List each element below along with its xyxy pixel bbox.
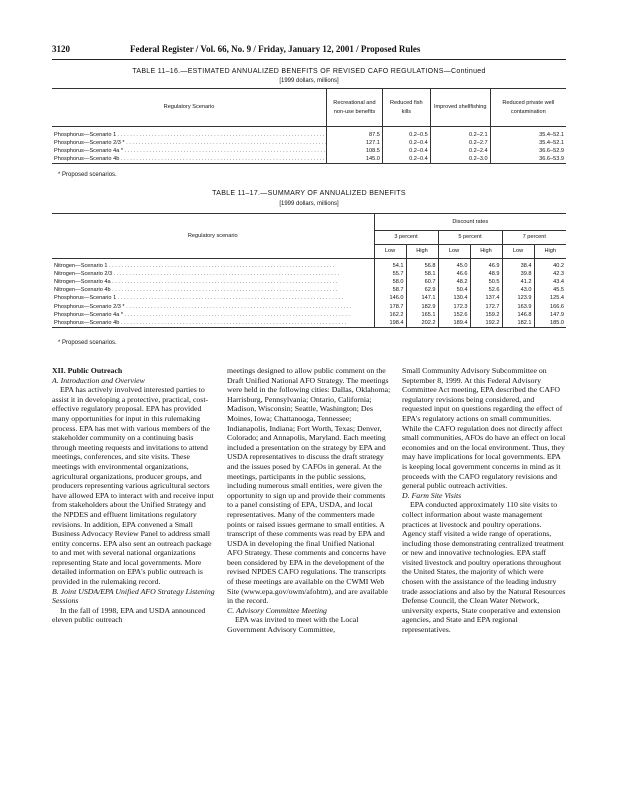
cell: 60.7 bbox=[406, 278, 438, 286]
cell: 145.0 bbox=[327, 155, 383, 164]
row-label: Nitrogen—Scenario 2/3 . . . bbox=[54, 271, 339, 277]
cell: 48.9 bbox=[470, 270, 502, 278]
row-label: Phosphorus—Scenario 4b . . . bbox=[54, 320, 346, 326]
cell: 50.4 bbox=[438, 286, 470, 294]
cell: 45.0 bbox=[438, 262, 470, 270]
table2-caption: TABLE 11–17.—SUMMARY OF ANNUALIZED BENEFITS bbox=[212, 190, 406, 197]
paragraph: EPA conducted approximately 110 site visits to collect information about waste management practices at livestock and poultry operations. Agency staff visited a wide range of operations, including those demonstrating centralized treatment or new and innovative technologies. EPA staff visited livestock and poultry operations throughout the United States, the majority of which were chosen with the assistance of the leading industry trade associations and also by the Natural Resources Defense Council, the Clean Water Network, university experts, State cooperative and extension agencies, and State and EPA regional representatives. bbox=[402, 500, 566, 635]
cell: 35.4–52.1 bbox=[490, 139, 566, 147]
cell: 0.2–0.5 bbox=[382, 131, 430, 139]
cell: 182.1 bbox=[502, 319, 534, 328]
cell: 58.0 bbox=[374, 278, 406, 286]
table1-header-recreational: Recreational and non-use benefits bbox=[327, 89, 383, 127]
table2-header-low: Low bbox=[438, 245, 470, 259]
cell: 146.0 bbox=[374, 294, 406, 302]
cell: 147.9 bbox=[534, 311, 566, 319]
cell: 166.6 bbox=[534, 303, 566, 311]
table-row bbox=[52, 319, 566, 328]
cell: 127.1 bbox=[327, 139, 383, 147]
table2-body bbox=[52, 259, 566, 328]
table-row bbox=[52, 139, 566, 147]
cell: 40.2 bbox=[534, 262, 566, 270]
table1-subcaption: [1999 dollars, millions] bbox=[279, 78, 339, 84]
table-row bbox=[52, 286, 566, 294]
table1-header-fish: Reduced fish kills bbox=[382, 89, 430, 127]
cell: 165.1 bbox=[406, 311, 438, 319]
table1-caption: TABLE 11–16.—ESTIMATED ANNUALIZED BENEFITS OF REVISED CAFO REGULATIONS—Continued bbox=[132, 68, 486, 75]
cell: 43.4 bbox=[534, 278, 566, 286]
paragraph: Small Community Advisory Subcommittee on September 8, 1999. At this Federal Advisory Committee Act meeting, EPA described the CAFO regulatory revisions being considered, and requested input on questions regarding the effect of EPA's regulatory actions on small communities. While the CAFO regulation does not directly affect small communities, AFOs do have an effect on local economies and on the local environment. Thus, they may have implications for local governments. EPA is keeping local government concerns in mind as it proceeds with the CAFO regulatory revisions and general public outreach activities. bbox=[402, 366, 566, 491]
subsection-heading: A. Introduction and Overview bbox=[52, 375, 145, 385]
row-label: Phosphorus—Scenario 1 . . . bbox=[54, 132, 327, 138]
cell: 50.5 bbox=[470, 278, 502, 286]
paragraph: meetings designed to allow public comment on the Draft Unified National AFO Strategy. The meetings were held in the following cities: Dallas, Oklahoma; Harrisburg, Pennsylvania; Ontario, California; Madison, Wisconsin; Seattle, Washington; Des Moines, Iowa; Chattanooga, Tennessee; Indianapolis, Indiana; Fort Worth, Texas; Denver, Colorado; and Annapolis, Maryland. Each meeting included a presentation on the strategy by EPA and USDA representatives to discuss the draft strategy and the issues posed by CAFOs in general. At the meetings, participants in the public sessions, including numerous small entities, were given the opportunity to sign up and provide their comments to a panel consisting of EPA, USDA, and local representatives. Many of the commenters made points or raised issues germane to small entities. A transcript of these comments was read by EPA and USDA in developing the final Unified National AFO Strategy. These comments and concerns have been considered by EPA in the development of the revised NPDES CAFO regulations. The transcripts of these meetings are available on the CWMI Web Site (www.epa.gov/owm/afohtm), and are available in the record. bbox=[227, 366, 391, 606]
cell: 0.2–0.4 bbox=[382, 139, 430, 147]
cell: 46.6 bbox=[438, 270, 470, 278]
cell: 52.6 bbox=[470, 286, 502, 294]
table2-header-rate-7: 7 percent bbox=[502, 231, 566, 245]
table2-header-scenario: Regulatory scenario bbox=[52, 214, 374, 259]
table1-header-well: Reduced private well contamination bbox=[490, 89, 566, 127]
row-label: Phosphorus—Scenario 2/3 * . . . bbox=[54, 140, 327, 146]
cell: 36.6–53.9 bbox=[490, 155, 566, 164]
table2-subcaption: [1999 dollars, millions] bbox=[279, 201, 339, 207]
text-column-2 bbox=[227, 366, 391, 635]
header-title: Federal Register / Vol. 66, No. 9 / Friday, January 12, 2001 / Proposed Rules bbox=[130, 44, 421, 54]
table-row bbox=[52, 131, 566, 139]
cell: 189.4 bbox=[438, 319, 470, 328]
row-label: Nitrogen—Scenario 1 . . . bbox=[54, 263, 334, 269]
cell: 198.4 bbox=[374, 319, 406, 328]
subsection-heading: C. Advisory Committee Meeting bbox=[227, 605, 327, 615]
cell: 130.4 bbox=[438, 294, 470, 302]
cell: 0.2–3.0 bbox=[430, 155, 490, 164]
text-column-1 bbox=[52, 366, 216, 625]
cell: 58.1 bbox=[406, 270, 438, 278]
cell: 159.2 bbox=[470, 311, 502, 319]
cell: 172.7 bbox=[470, 303, 502, 311]
table-row bbox=[52, 147, 566, 155]
table-row bbox=[52, 155, 566, 164]
table2-footnote: * Proposed scenarios. bbox=[58, 340, 117, 346]
cell: 182.9 bbox=[406, 303, 438, 311]
cell: 39.8 bbox=[502, 270, 534, 278]
table2-header-rate-3: 3 percent bbox=[374, 231, 438, 245]
cell: 42.3 bbox=[534, 270, 566, 278]
table-row bbox=[52, 294, 566, 302]
table-row bbox=[52, 270, 566, 278]
cell: 45.5 bbox=[534, 286, 566, 294]
cell: 152.6 bbox=[438, 311, 470, 319]
cell: 146.8 bbox=[502, 311, 534, 319]
cell: 0.2–0.4 bbox=[382, 155, 430, 164]
row-label: Phosphorus—Scenario 2/3 * . . . bbox=[54, 304, 352, 310]
cell: 178.7 bbox=[374, 303, 406, 311]
cell: 162.2 bbox=[374, 311, 406, 319]
cell: 62.9 bbox=[406, 286, 438, 294]
header-rule bbox=[52, 59, 566, 60]
table2-header-discount: Discount rates bbox=[374, 214, 566, 231]
subsection-heading: B. Joint USDA/EPA Unified AFO Strategy Listening Sessions bbox=[52, 586, 215, 606]
subsection-heading: D. Farm Site Visits bbox=[402, 490, 462, 500]
cell: 123.9 bbox=[502, 294, 534, 302]
table1-header-shellfish: Improved shellfishing bbox=[430, 89, 490, 127]
cell: 43.0 bbox=[502, 286, 534, 294]
cell: 202.2 bbox=[406, 319, 438, 328]
table2-header-low: Low bbox=[374, 245, 406, 259]
table-row bbox=[52, 278, 566, 286]
cell: 54.1 bbox=[374, 262, 406, 270]
cell: 0.2–2.7 bbox=[430, 139, 490, 147]
cell: 35.4–52.1 bbox=[490, 131, 566, 139]
table-row bbox=[52, 262, 566, 270]
cell: 137.4 bbox=[470, 294, 502, 302]
cell: 46.9 bbox=[470, 262, 502, 270]
cell: 87.5 bbox=[327, 131, 383, 139]
row-label: Nitrogen—Scenario 4b . . . bbox=[54, 287, 338, 293]
cell: 125.4 bbox=[534, 294, 566, 302]
cell: 58.7 bbox=[374, 286, 406, 294]
cell: 172.3 bbox=[438, 303, 470, 311]
cell: 163.9 bbox=[502, 303, 534, 311]
cell: 48.2 bbox=[438, 278, 470, 286]
running-header bbox=[52, 44, 566, 58]
table1-footnote: * Proposed scenarios. bbox=[58, 172, 117, 178]
row-label: Phosphorus—Scenario 1 . . . bbox=[54, 295, 343, 301]
cell: 147.1 bbox=[406, 294, 438, 302]
paragraph: EPA was invited to meet with the Local Government Advisory Committee, bbox=[227, 615, 359, 635]
row-label: Phosphorus—Scenario 4a * . . . bbox=[54, 312, 350, 318]
section-heading: XII. Public Outreach bbox=[52, 366, 123, 375]
paragraph: EPA has actively involved interested parties to assist it in developing a protective, practical, cost-effective regulatory proposal. EPA has provided many opportunities for input in this rulemaking process. EPA has met with various members of the stakeholder community on a continuing basis through meeting requests and invitations to attend meetings, conferences, and site visits. These meetings with environmental organizations, agricultural organizations, producer groups, and producers representing various agricultural sectors have allowed EPA to interact with and receive input from stakeholders about the Unified Strategy and the NPDES and effluent limitations regulatory revisions. In addition, EPA convened a Small Business Advocacy Review Panel to address small entity concerns. EPA also sent an outreach package to and met with several national organizations representing State and local governments. More detailed information on EPA's public outreach is provided in the rulemaking record. bbox=[52, 385, 214, 587]
cell: 38.4 bbox=[502, 262, 534, 270]
table-row bbox=[52, 303, 566, 311]
row-label: Phosphorus—Scenario 4a * . . . bbox=[54, 148, 327, 154]
cell: 36.6–52.9 bbox=[490, 147, 566, 155]
paragraph: In the fall of 1998, EPA and USDA announced eleven public outreach bbox=[52, 605, 206, 625]
cell: 185.0 bbox=[534, 319, 566, 328]
table2 bbox=[52, 213, 566, 328]
cell: 56.8 bbox=[406, 262, 438, 270]
cell: 41.2 bbox=[502, 278, 534, 286]
table1 bbox=[52, 88, 566, 164]
text-column-3 bbox=[402, 366, 566, 635]
cell: 192.2 bbox=[470, 319, 502, 328]
cell: 55.7 bbox=[374, 270, 406, 278]
page-number: 3120 bbox=[52, 44, 70, 54]
table2-header-high: High bbox=[470, 245, 502, 259]
table2-header-high: High bbox=[406, 245, 438, 259]
row-label: Nitrogen—Scenario 4a . . . bbox=[54, 279, 338, 285]
cell: 108.5 bbox=[327, 147, 383, 155]
table-row bbox=[52, 311, 566, 319]
cell: 0.2–0.4 bbox=[382, 147, 430, 155]
table2-header-low: Low bbox=[502, 245, 534, 259]
cell: 0.2–2.4 bbox=[430, 147, 490, 155]
cell: 0.2–2.1 bbox=[430, 131, 490, 139]
table2-header-high: High bbox=[534, 245, 566, 259]
table1-header-scenario: Regulatory Scenario bbox=[163, 104, 215, 111]
table2-header-rate-5: 5 percent bbox=[438, 231, 502, 245]
row-label: Phosphorus—Scenario 4b . . . bbox=[54, 156, 327, 162]
